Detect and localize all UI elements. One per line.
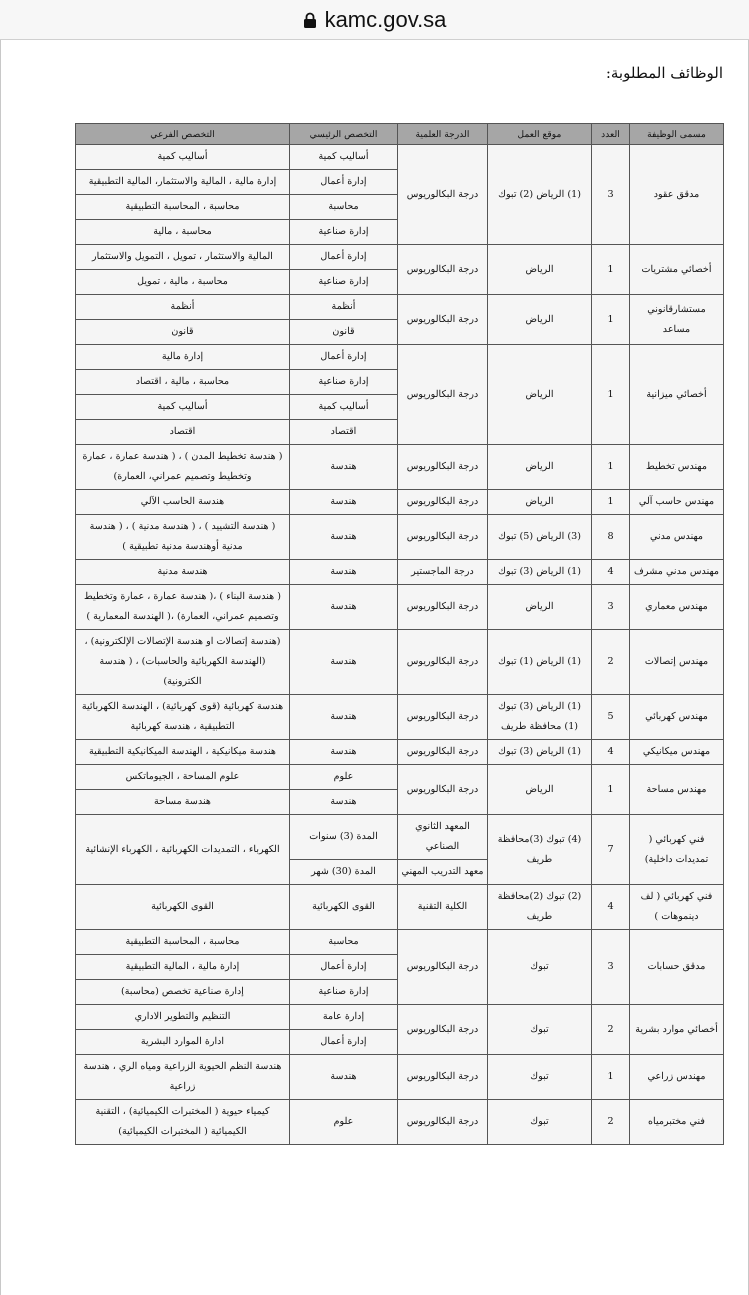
job-title-cell: مهندس مدني <box>630 515 724 560</box>
job-title-cell: مهندس زراعي <box>630 1055 724 1100</box>
job-sub-specialty-cell: محاسبة ، مالية ، تمويل <box>76 270 290 295</box>
job-degree-cell: درجة البكالوريوس <box>398 245 488 295</box>
job-count-cell: 1 <box>592 445 630 490</box>
job-title-cell: مهندس حاسب آلي <box>630 490 724 515</box>
table-row <box>76 445 724 490</box>
jobs-table <box>75 123 724 1145</box>
job-degree-cell: المعهد الثانوي الصناعي <box>398 815 488 860</box>
job-sub-specialty-cell: (هندسة إتصالات او هندسة الإتصالات الإلكترونية) ، (الهندسة الكهربائية والحاسبات) ، ( هندسة الكترونية) <box>76 630 290 695</box>
header-cell: التخصص الفرعي <box>76 124 290 145</box>
job-main-specialty-cell: إدارة أعمال <box>290 245 398 270</box>
job-main-specialty-cell: أساليب كمية <box>290 145 398 170</box>
job-degree-cell: درجة البكالوريوس <box>398 585 488 630</box>
job-main-specialty-cell: هندسة <box>290 695 398 740</box>
job-sub-specialty-cell: علوم المساحة ، الجيوماتكس <box>76 765 290 790</box>
job-count-cell: 1 <box>592 345 630 445</box>
job-sub-specialty-cell: أساليب كمية <box>76 145 290 170</box>
job-count-cell: 2 <box>592 630 630 695</box>
job-count-cell: 1 <box>592 295 630 345</box>
job-location-cell: الرياض <box>488 245 592 295</box>
job-title-cell: مهندس مدني مشرف <box>630 560 724 585</box>
table-body <box>76 145 724 1145</box>
job-sub-specialty-cell: هندسة الحاسب الآلي <box>76 490 290 515</box>
job-degree-cell: معهد التدريب المهني <box>398 860 488 885</box>
job-degree-cell: درجة البكالوريوس <box>398 930 488 1005</box>
table-row <box>76 740 724 765</box>
job-sub-specialty-cell: التنظيم والتطوير الاداري <box>76 1005 290 1030</box>
job-sub-specialty-cell: إدارة مالية ، المالية التطبيقية <box>76 955 290 980</box>
header-cell: العدد <box>592 124 630 145</box>
job-main-specialty-cell: هندسة <box>290 560 398 585</box>
job-count-cell: 3 <box>592 145 630 245</box>
job-sub-specialty-cell: ادارة الموارد البشرية <box>76 1030 290 1055</box>
job-title-cell: مدقق عقود <box>630 145 724 245</box>
job-main-specialty-cell: محاسبة <box>290 930 398 955</box>
job-degree-cell: درجة البكالوريوس <box>398 1005 488 1055</box>
table-header-row <box>76 124 724 145</box>
table-row <box>76 515 724 560</box>
job-main-specialty-cell: هندسة <box>290 585 398 630</box>
job-main-specialty-cell: إدارة أعمال <box>290 170 398 195</box>
job-degree-cell: درجة البكالوريوس <box>398 765 488 815</box>
job-main-specialty-cell: إدارة أعمال <box>290 1030 398 1055</box>
job-title-cell: مدقق حسابات <box>630 930 724 1005</box>
job-count-cell: 1 <box>592 765 630 815</box>
job-main-specialty-cell: محاسبة <box>290 195 398 220</box>
job-count-cell: 7 <box>592 815 630 885</box>
job-location-cell: الرياض <box>488 345 592 445</box>
job-sub-specialty-cell: أنظمة <box>76 295 290 320</box>
job-title-cell: مهندس تخطيط <box>630 445 724 490</box>
job-sub-specialty-cell: كيمياء حيوية ( المختبرات الكيميائية) ، التقنية الكيميائية ( المختبرات الكيميائية) <box>76 1100 290 1145</box>
job-sub-specialty-cell: ( هندسة البناء ) ،( هندسة عمارة ، عمارة وتخطيط وتصميم عمراني، العمارة) ،( الهندسة المعمارية ) <box>76 585 290 630</box>
job-sub-specialty-cell: ( هندسة تخطيط المدن ) ، ( هندسة عمارة ، عمارة وتخطيط وتصميم عمراني، العمارة) <box>76 445 290 490</box>
header-cell: التخصص الرئيسي <box>290 124 398 145</box>
table-row <box>76 145 724 170</box>
job-sub-specialty-cell: الكهرباء ، التمديدات الكهربائية ، الكهرباء الإنشائية <box>76 815 290 885</box>
table-row <box>76 695 724 740</box>
job-title-cell: مهندس معماري <box>630 585 724 630</box>
table-row <box>76 765 724 790</box>
header-cell: مسمى الوظيفة <box>630 124 724 145</box>
job-main-specialty-cell: المدة (30) شهر <box>290 860 398 885</box>
job-main-specialty-cell: اقتصاد <box>290 420 398 445</box>
job-location-cell: الرياض <box>488 585 592 630</box>
job-degree-cell: درجة البكالوريوس <box>398 740 488 765</box>
job-main-specialty-cell: القوى الكهربائية <box>290 885 398 930</box>
job-main-specialty-cell: إدارة أعمال <box>290 345 398 370</box>
header-cell: موقع العمل <box>488 124 592 145</box>
job-sub-specialty-cell: اقتصاد <box>76 420 290 445</box>
job-count-cell: 3 <box>592 930 630 1005</box>
job-main-specialty-cell: علوم <box>290 1100 398 1145</box>
job-location-cell: (4) تبوك (3)محافظة طريف <box>488 815 592 885</box>
job-main-specialty-cell: هندسة <box>290 790 398 815</box>
table-row <box>76 345 724 370</box>
table-row <box>76 1055 724 1100</box>
table-row <box>76 885 724 930</box>
job-location-cell: (2) تبوك (2)محافظة طريف <box>488 885 592 930</box>
job-main-specialty-cell: هندسة <box>290 1055 398 1100</box>
job-main-specialty-cell: هندسة <box>290 490 398 515</box>
table-row <box>76 1005 724 1030</box>
browser-address-bar[interactable] <box>0 0 749 40</box>
job-location-cell: (1) الرياض (2) تبوك <box>488 145 592 245</box>
job-location-cell: تبوك <box>488 930 592 1005</box>
job-main-specialty-cell: هندسة <box>290 740 398 765</box>
job-title-cell: فني كهربائي ( تمديدات داخلية) <box>630 815 724 885</box>
job-title-cell: فني مختبرمياه <box>630 1100 724 1145</box>
job-location-cell: تبوك <box>488 1100 592 1145</box>
job-sub-specialty-cell: هندسة مساحة <box>76 790 290 815</box>
job-sub-specialty-cell: محاسبة ، المحاسبة التطبيقية <box>76 930 290 955</box>
job-main-specialty-cell: إدارة صناعية <box>290 220 398 245</box>
job-sub-specialty-cell: قانون <box>76 320 290 345</box>
job-main-specialty-cell: هندسة <box>290 445 398 490</box>
job-degree-cell: درجة البكالوريوس <box>398 295 488 345</box>
table-row <box>76 490 724 515</box>
job-main-specialty-cell: المدة (3) سنوات <box>290 815 398 860</box>
job-sub-specialty-cell: هندسة كهربائية (قوى كهربائية) ، الهندسة الكهربائية التطبيقية ، هندسة كهربائية <box>76 695 290 740</box>
job-degree-cell: درجة البكالوريوس <box>398 490 488 515</box>
job-sub-specialty-cell: هندسة مدنية <box>76 560 290 585</box>
job-degree-cell: الكلية التقنية <box>398 885 488 930</box>
job-main-specialty-cell: علوم <box>290 765 398 790</box>
job-location-cell: تبوك <box>488 1005 592 1055</box>
page-edge-left <box>0 40 1 1295</box>
job-count-cell: 1 <box>592 1055 630 1100</box>
table-row <box>76 815 724 860</box>
table-row <box>76 245 724 270</box>
job-count-cell: 5 <box>592 695 630 740</box>
job-sub-specialty-cell: القوى الكهربائية <box>76 885 290 930</box>
job-location-cell: الرياض <box>488 490 592 515</box>
job-count-cell: 1 <box>592 245 630 295</box>
job-degree-cell: درجة البكالوريوس <box>398 445 488 490</box>
job-main-specialty-cell: هندسة <box>290 515 398 560</box>
job-count-cell: 8 <box>592 515 630 560</box>
job-sub-specialty-cell: محاسبة ، المحاسبة التطبيقية <box>76 195 290 220</box>
job-location-cell: (3) الرياض (5) تبوك <box>488 515 592 560</box>
job-sub-specialty-cell: إدارة صناعية تخصص (محاسبة) <box>76 980 290 1005</box>
table-row <box>76 295 724 320</box>
table-row <box>76 930 724 955</box>
job-degree-cell: درجة البكالوريوس <box>398 515 488 560</box>
job-main-specialty-cell: إدارة صناعية <box>290 980 398 1005</box>
job-degree-cell: درجة البكالوريوس <box>398 345 488 445</box>
job-main-specialty-cell: إدارة عامة <box>290 1005 398 1030</box>
job-sub-specialty-cell: إدارة مالية ، المالية والاستثمار، المالية التطبيقية <box>76 170 290 195</box>
job-sub-specialty-cell: محاسبة ، مالية ، اقتصاد <box>76 370 290 395</box>
url-text: kamc.gov.sa <box>324 6 447 32</box>
job-sub-specialty-cell: إدارة مالية <box>76 345 290 370</box>
job-location-cell: الرياض <box>488 295 592 345</box>
job-main-specialty-cell: إدارة أعمال <box>290 955 398 980</box>
table-row <box>76 630 724 695</box>
job-sub-specialty-cell: محاسبة ، مالية <box>76 220 290 245</box>
job-location-cell: الرياض <box>488 765 592 815</box>
job-title-cell: مهندس كهربائي <box>630 695 724 740</box>
job-sub-specialty-cell: أساليب كمية <box>76 395 290 420</box>
job-count-cell: 4 <box>592 560 630 585</box>
job-location-cell: (1) الرياض (3) تبوك <box>488 560 592 585</box>
page-heading: الوظائف المطلوبة: <box>605 64 723 82</box>
job-title-cell: أخصائي موارد بشرية <box>630 1005 724 1055</box>
job-location-cell: (1) الرياض (3) تبوك (1) محافظة طريف <box>488 695 592 740</box>
table-row <box>76 1100 724 1145</box>
job-count-cell: 2 <box>592 1100 630 1145</box>
job-degree-cell: درجة البكالوريوس <box>398 1100 488 1145</box>
job-count-cell: 2 <box>592 1005 630 1055</box>
job-title-cell: مهندس مساحة <box>630 765 724 815</box>
job-degree-cell: درجة البكالوريوس <box>398 695 488 740</box>
job-title-cell: أخصائي مشتريات <box>630 245 724 295</box>
job-main-specialty-cell: هندسة <box>290 630 398 695</box>
job-count-cell: 4 <box>592 740 630 765</box>
job-title-cell: أخصائي ميزانية <box>630 345 724 445</box>
job-main-specialty-cell: إدارة صناعية <box>290 270 398 295</box>
page-content <box>0 40 749 1295</box>
job-location-cell: تبوك <box>488 1055 592 1100</box>
header-cell: الدرجة العلمية <box>398 124 488 145</box>
job-count-cell: 3 <box>592 585 630 630</box>
job-degree-cell: درجة البكالوريوس <box>398 145 488 245</box>
job-title-cell: مهندس ميكانيكي <box>630 740 724 765</box>
job-main-specialty-cell: إدارة صناعية <box>290 370 398 395</box>
job-title-cell: مهندس إتصالات <box>630 630 724 695</box>
job-sub-specialty-cell: هندسة النظم الحيوية الزراعية ومياه الري ، هندسة زراعية <box>76 1055 290 1100</box>
table-row <box>76 585 724 630</box>
job-location-cell: (1) الرياض (3) تبوك <box>488 740 592 765</box>
table-row <box>76 560 724 585</box>
job-main-specialty-cell: قانون <box>290 320 398 345</box>
job-count-cell: 1 <box>592 490 630 515</box>
job-location-cell: (1) الرياض (1) تبوك <box>488 630 592 695</box>
job-count-cell: 4 <box>592 885 630 930</box>
job-location-cell: الرياض <box>488 445 592 490</box>
job-degree-cell: درجة البكالوريوس <box>398 1055 488 1100</box>
job-main-specialty-cell: أساليب كمية <box>290 395 398 420</box>
job-degree-cell: درجة الماجستير <box>398 560 488 585</box>
job-degree-cell: درجة البكالوريوس <box>398 630 488 695</box>
job-sub-specialty-cell: ( هندسة التشييد ) ، ( هندسة مدنية ) ، ( هندسة مدنية أوهندسة مدنية تطبيقية ) <box>76 515 290 560</box>
job-main-specialty-cell: أنظمة <box>290 295 398 320</box>
job-title-cell: فني كهربائي ( لف دينموهات ) <box>630 885 724 930</box>
job-title-cell: مستشارقانوني مساعد <box>630 295 724 345</box>
job-sub-specialty-cell: المالية والاستثمار ، تمويل ، التمويل والاستثمار <box>76 245 290 270</box>
lock-icon <box>303 12 317 28</box>
job-sub-specialty-cell: هندسة ميكانيكية ، الهندسة الميكانيكية التطبيقية <box>76 740 290 765</box>
